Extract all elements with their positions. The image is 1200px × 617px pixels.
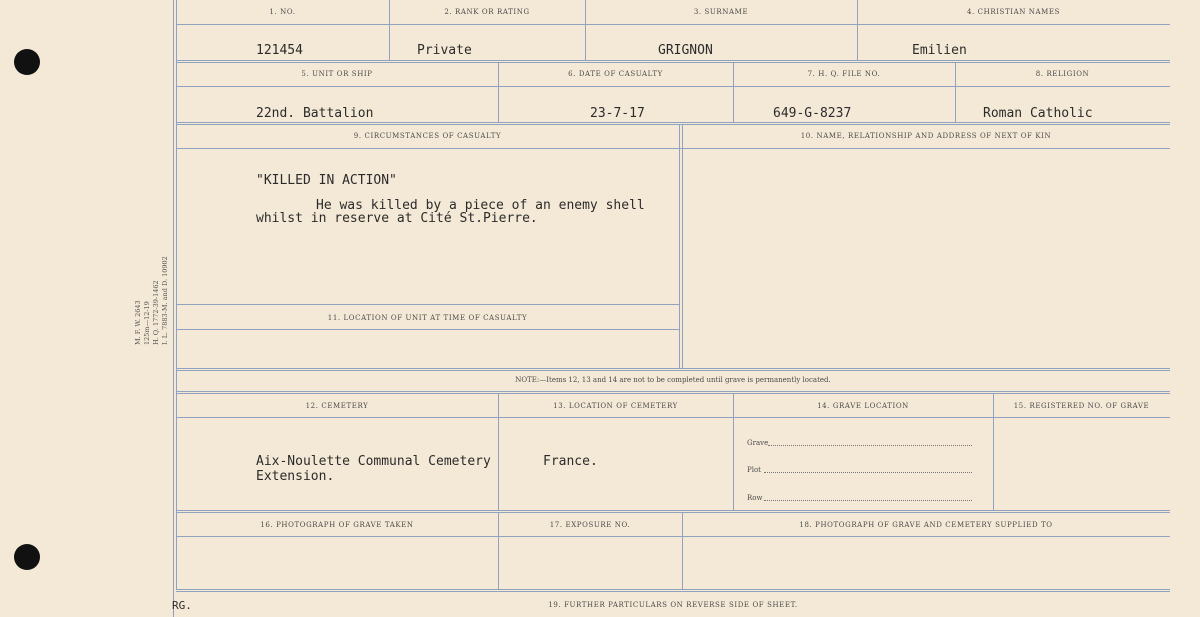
circumstances-line-3: whilst in reserve at Cité St.Pierre. (256, 211, 538, 226)
punch-hole-bottom (14, 544, 40, 570)
grave-field-line (768, 444, 972, 446)
cemetery-line-2: Extension. (256, 469, 335, 484)
note-text: NOTE:—Items 12, 13 and 14 are not to be completed until grave is permanently located. (515, 376, 831, 384)
date-value: 23-7-17 (590, 106, 645, 121)
divider (176, 391, 1170, 394)
divider (176, 368, 1170, 371)
christian-names-value: Emilien (912, 43, 967, 58)
divider (679, 125, 680, 369)
religion-value: Roman Catholic (983, 106, 1093, 121)
grave-location-label: 14. GRAVE LOCATION (817, 402, 909, 410)
rg-mark: RG. (172, 599, 192, 612)
christian-names-label: 4. CHRISTIAN NAMES (966, 8, 1061, 16)
surname-label: 3. SURNAME (693, 8, 749, 16)
cemetery-label: 12. CEMETERY (305, 402, 369, 410)
divider (176, 536, 1170, 537)
divider (682, 125, 683, 369)
divider (176, 589, 1170, 592)
frame-left-line-2 (176, 0, 177, 590)
circumstances-label: 9. CIRCUMSTANCES OF CASUALTY (353, 132, 502, 140)
hq-file-label: 7. H. Q. FILE NO. (807, 70, 881, 78)
divider (498, 394, 499, 510)
religion-label: 8. RELIGION (1035, 70, 1090, 78)
divider (176, 510, 1170, 513)
cemetery-line-1: Aix-Noulette Communal Cemetery (256, 454, 491, 469)
location-unit-label: 11. LOCATION OF UNIT AT TIME OF CASUALTY (327, 314, 528, 322)
side-imprint-4: I. L. 7883-M. and D. 10902 (161, 256, 169, 345)
frame-left-line (173, 0, 174, 617)
photo-taken-label: 16. PHOTOGRAPH OF GRAVE TAKEN (260, 521, 414, 529)
circumstances-line-2: He was killed by a piece of an enemy shell (316, 198, 645, 213)
divider (176, 304, 679, 305)
row-field-line (764, 499, 972, 501)
side-imprint-2: 125m—12-19 (143, 301, 151, 345)
divider (176, 86, 1170, 87)
divider (176, 417, 1170, 418)
no-label: 1. NO. (269, 8, 296, 16)
grave-field-label: Grave (747, 439, 769, 447)
next-of-kin-label: 10. NAME, RELATIONSHIP AND ADDRESS OF NEXT OF KIN (800, 132, 1052, 140)
date-label: 6. DATE OF CASUALTY (568, 70, 663, 78)
unit-label: 5. UNIT OR SHIP (301, 70, 373, 78)
rank-label: 2. RANK OR RATING (444, 8, 530, 16)
plot-field-line (764, 471, 972, 473)
divider (176, 60, 1170, 63)
punch-hole-top (14, 49, 40, 75)
divider (176, 329, 679, 330)
exposure-label: 17. EXPOSURE NO. (549, 521, 631, 529)
side-imprint-3: H. Q. 1772-39-1462 (152, 280, 160, 345)
divider (176, 24, 1170, 25)
divider (993, 394, 994, 510)
divider (176, 148, 1170, 149)
location-cemetery-value: France. (543, 454, 598, 469)
side-imprint-1: M. F. W. 2643 (134, 300, 142, 345)
service-number: 121454 (256, 43, 303, 58)
further-particulars-label: 19. FURTHER PARTICULARS ON REVERSE SIDE OF SHEET. (548, 601, 798, 609)
plot-field-label: Plot (747, 466, 761, 474)
location-cemetery-label: 13. LOCATION OF CEMETERY (553, 402, 678, 410)
row-field-label: Row (747, 494, 763, 502)
divider (733, 394, 734, 510)
surname-value: GRIGNON (658, 43, 713, 58)
registered-no-label: 15. REGISTERED NO. OF GRAVE (1013, 402, 1150, 410)
unit-value: 22nd. Battalion (256, 106, 374, 121)
circumstances-line-1: "KILLED IN ACTION" (256, 173, 397, 188)
divider (176, 122, 1170, 125)
rank-value: Private (417, 43, 472, 58)
photo-supplied-label: 18. PHOTOGRAPH OF GRAVE AND CEMETERY SUPPLIED TO (799, 521, 1053, 529)
hq-file-value: 649-G-8237 (773, 106, 852, 121)
